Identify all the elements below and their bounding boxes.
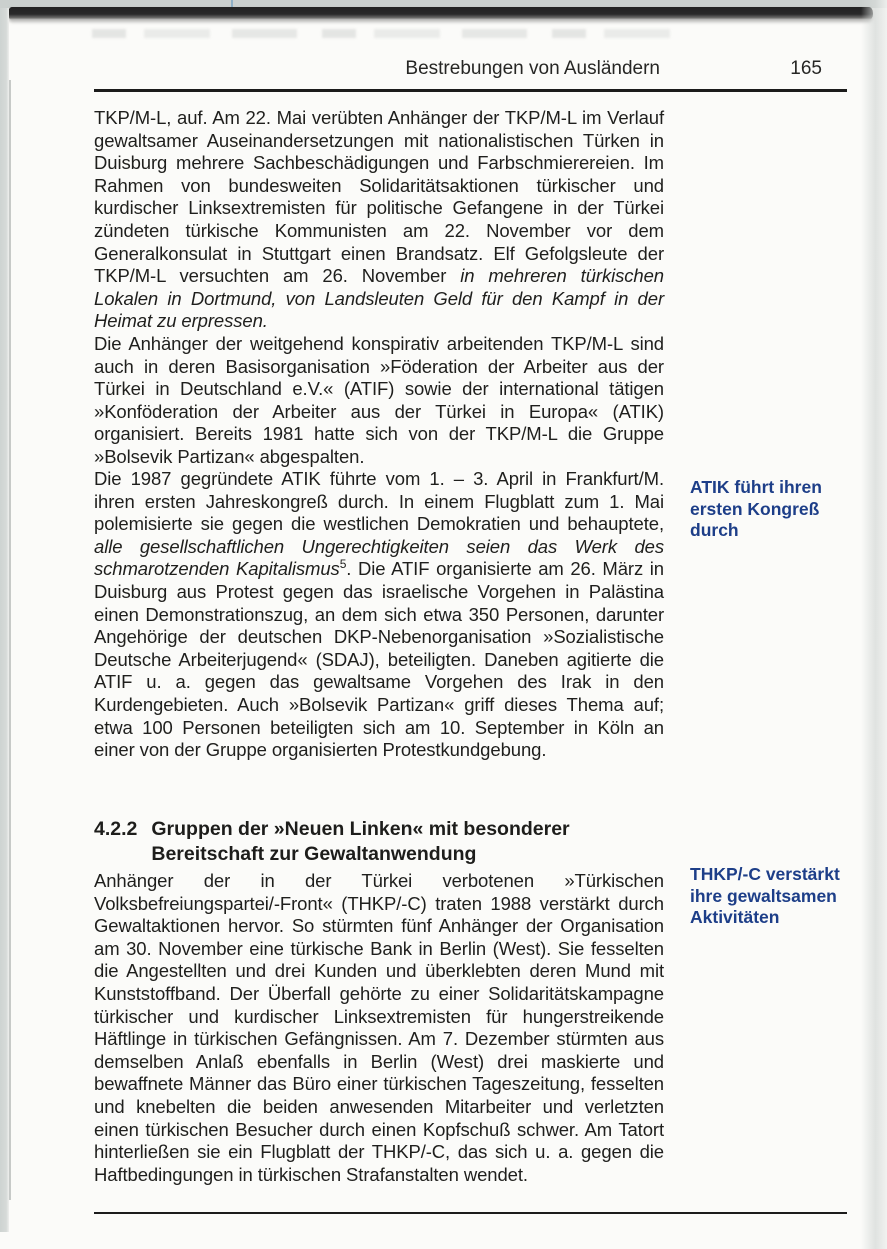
margin-note: ATIK führt ihren ersten Kongreß durch — [690, 477, 822, 540]
scan-shadow-band — [8, 7, 873, 20]
scan-bleed-artifact — [92, 29, 692, 38]
header-rule — [94, 89, 847, 92]
scan-edge-left — [0, 8, 9, 1232]
footer-rule — [94, 1212, 847, 1214]
margin-note: THKP/-C verstärkt ihre gewaltsamen Aktivitäten — [690, 864, 840, 927]
section-title: Gruppen der »Neuen Linken« mit besonderer Bereitschaft zur Gewaltanwendung — [151, 818, 570, 865]
paragraph: Anhänger der in der Türkei verbotenen »Türkischen Volksbefreiungspartei/-Front« (THKP/-C) traten 1988 verstärkt durch Gewaltaktionen hervor. So stürmten fünf Anhänger der Organisation am 30. November eine türkische Bank in Berlin (West). Sie fesselten die Angestellten und drei Kunden und überklebten deren Mund mit Kunststoffband. Der Überfall gehörte zu einer Solidaritätskampagne türkischer und kurdischer Linksextremisten für hungerstreikende Häftlinge in türkischen Gefängnissen. Am 7. Dezember stürmten aus demselben Anlaß ebenfalls in Berlin (West) drei maskierte und bewaffnete Männer das Büro einer türkischen Tageszeitung, fesselten und knebelten die beiden anwesenden Mitarbeiter und verletzten einen türkischen Besucher durch einen Kopfschuß schwer. Am Tatort hinterließen sie ein Flugblatt der THKP/-C, das sich u. a. gegen die Haftbedingungen in türkischen Strafanstalten wendet. — [94, 870, 664, 1185]
running-header-title: Bestrebungen von Ausländern — [405, 58, 660, 79]
paragraph: Die Anhänger der weitgehend konspirativ arbeitenden TKP/M-L sind auch in deren Basisorganisation »Föderation der Arbeiter aus der Türkei in Deutschland e.V.« (ATIF) sowie der international tätigen »Konföderation der Arbeiter aus der Türkei in Europa« (ATIK) organisiert. Bereits 1981 hatte sich von der TKP/M-L die Gruppe »Bolsevik Partizan« abgespalten. — [94, 333, 664, 467]
page-number: 165 — [790, 58, 822, 79]
paragraph: TKP/M-L, auf. Am 22. Mai verübten Anhänger der TKP/M-L im Verlauf gewaltsamer Auseinandersetzungen mit nationalistischen Türken in Duisburg mehrere Sachbeschädigungen und Farbschmierereien. Im Rahmen von bundesweiten Solidaritätsaktionen türkischer und kurdischer Linksextremisten für politische Gefangene in der Türkei zündeten türkische Kommunisten am 22. November vor dem Generalkonsulat in Stuttgart einen Brandsatz. Elf Gefolgsleute der TKP/M-L versuchten am 26. November in mehreren türkischen Lokalen in Dortmund, von Landsleuten Geld für den Kampf in der Heimat zu erpressen. — [94, 107, 664, 332]
running-header — [94, 58, 822, 80]
body-text-column — [94, 870, 664, 1186]
scan-fold-line — [9, 80, 11, 1200]
scan-edge-right — [861, 0, 887, 1249]
body-text-column — [94, 333, 664, 469]
section-heading — [94, 817, 664, 867]
body-text-column — [94, 107, 664, 333]
body-text-column — [94, 468, 664, 762]
section-number: 4.2.2 — [94, 818, 138, 840]
paragraph: Die 1987 gegründete ATIK führte vom 1. – 3. April in Frankfurt/M. ihren ersten Jahreskongreß durch. In einem Flugblatt zum 1. Mai polemisierte sie gegen die westlichen Demokratien und behauptete, alle gesellschaftlichen Ungerechtigkeiten seien das Werk des schmarotzenden Kapitalismus$^5$. Die ATIF organisierte am 26. März in Duisburg aus Protest gegen das israelische Vorgehen in Palästina einen Demonstrationszug, an dem sich etwa 350 Personen, darunter Angehörige der deutschen DKP-Nebenorganisation »Sozialistische Deutsche Arbeiterjugend« (SDAJ), beteiligten. Daneben agitierte die ATIF u. a. gegen das gewaltsame Vorgehen des Irak in den Kurdengebieten. Auch »Bolsevik Partizan« griff dieses Thema auf; etwa 100 Personen beteiligten sich am 10. September in Köln an einer von der Gruppe organisierten Protestkundgebung. — [94, 468, 664, 761]
